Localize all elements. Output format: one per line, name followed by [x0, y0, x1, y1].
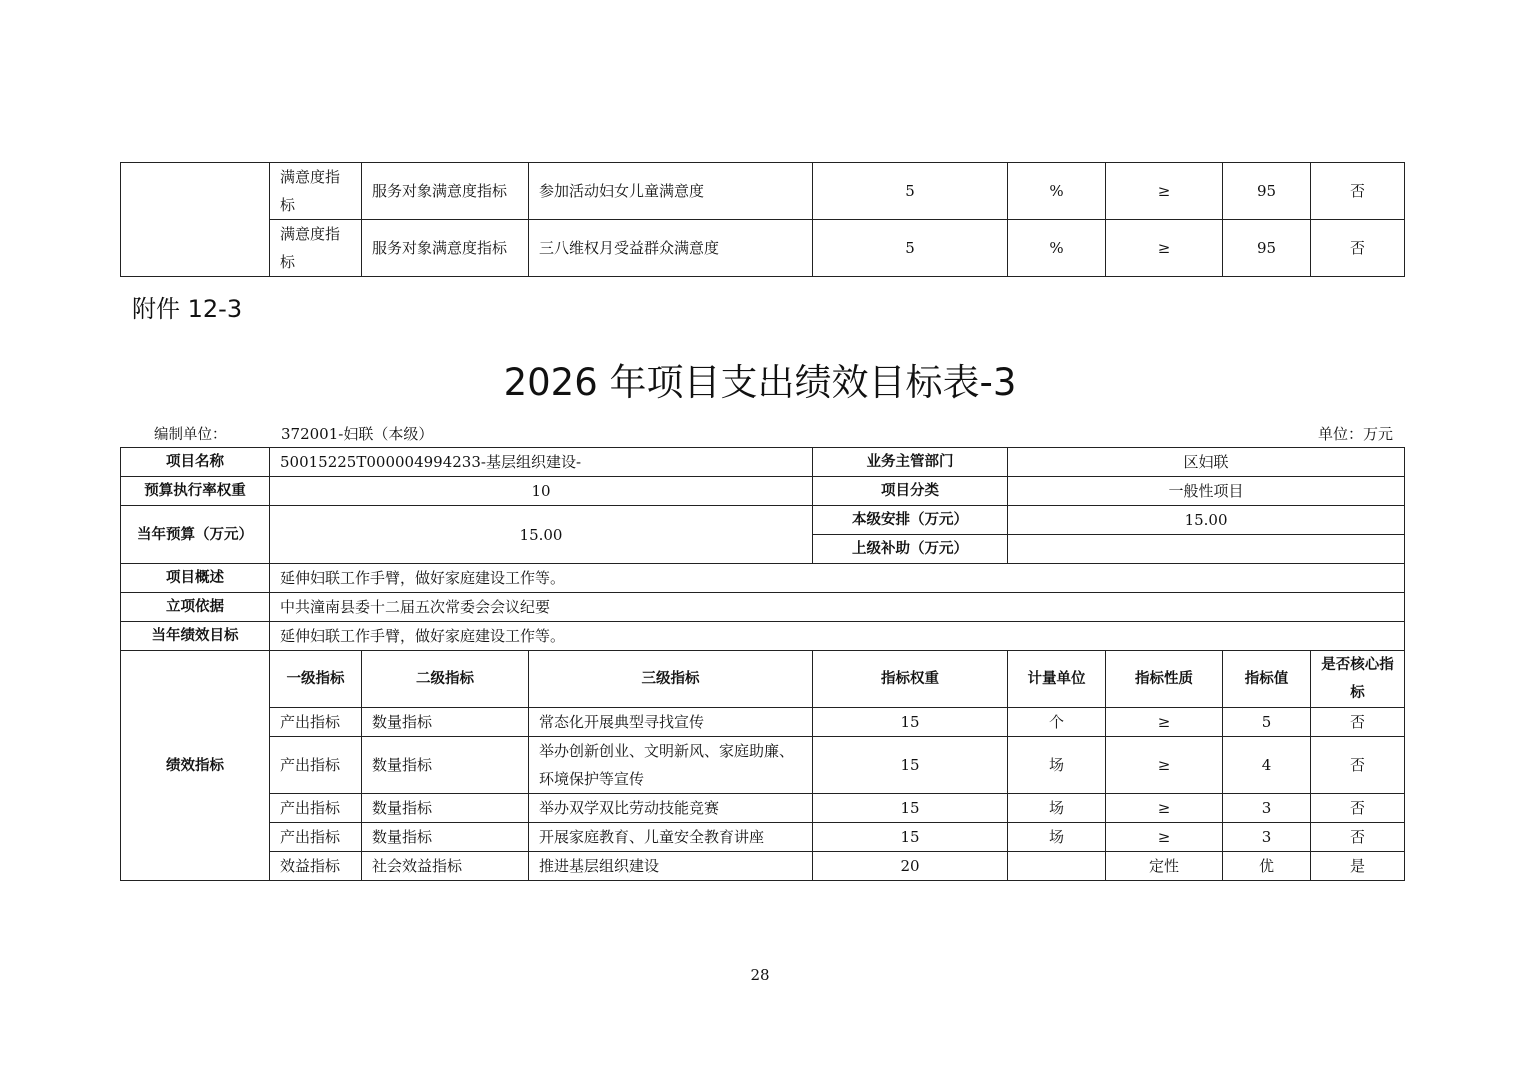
- level1-cell: 效益指标: [270, 852, 362, 881]
- level3-cell: 开展家庭教育、儿童安全教育讲座: [529, 823, 813, 852]
- indicators-label: 绩效指标: [121, 651, 270, 881]
- basis-label: 立项依据: [121, 593, 270, 622]
- basis-value: 中共潼南县委十二届五次常委会会议纪要: [270, 593, 1405, 622]
- local-label: 本级安排（万元）: [813, 506, 1008, 535]
- table-row: [121, 477, 1405, 506]
- unit-cell: 场: [1008, 737, 1106, 794]
- value-cell: 优: [1223, 852, 1311, 881]
- header-core: 是否核心指标: [1311, 651, 1405, 708]
- dept-value: 区妇联: [1008, 448, 1405, 477]
- overview-value: 延伸妇联工作手臂，做好家庭建设工作等。: [270, 564, 1405, 593]
- unit-cell: %: [1008, 163, 1106, 220]
- core-cell: 否: [1311, 220, 1405, 277]
- level3-cell: 举办双学双比劳动技能竞赛: [529, 794, 813, 823]
- continued-indicator-table: [120, 162, 1405, 277]
- level2-cell: 服务对象满意度指标: [362, 220, 529, 277]
- level1-cell: 满意度指标: [270, 163, 362, 220]
- weight-cell: 15: [813, 737, 1008, 794]
- weight-cell: 5: [813, 220, 1008, 277]
- page-number: 28: [750, 966, 770, 984]
- header-level1: 一级指标: [270, 651, 362, 708]
- weight-cell: 15: [813, 823, 1008, 852]
- money-unit: 单位：万元: [1317, 425, 1393, 443]
- superior-value: [1008, 535, 1405, 564]
- level3-cell: 举办创新创业、文明新风、家庭助廉、环境保护等宣传: [529, 737, 813, 794]
- empty-cell: [121, 163, 270, 277]
- org-value: 372001-妇联（本级）: [281, 425, 434, 443]
- table-row: [121, 448, 1405, 477]
- unit-cell: 个: [1008, 708, 1106, 737]
- level2-cell: 数量指标: [362, 737, 529, 794]
- nature-cell: ≥: [1106, 823, 1223, 852]
- core-cell: 否: [1311, 163, 1405, 220]
- level2-cell: 数量指标: [362, 823, 529, 852]
- unit-cell: 场: [1008, 823, 1106, 852]
- category-label: 项目分类: [813, 477, 1008, 506]
- exec-weight-label: 预算执行率权重: [121, 477, 270, 506]
- unit-cell: [1008, 852, 1106, 881]
- weight-cell: 15: [813, 708, 1008, 737]
- level3-cell: 推进基层组织建设: [529, 852, 813, 881]
- budget-label: 当年预算（万元）: [121, 506, 270, 564]
- nature-cell: ≥: [1106, 708, 1223, 737]
- level2-cell: 数量指标: [362, 708, 529, 737]
- weight-cell: 5: [813, 163, 1008, 220]
- table-row: [121, 794, 1405, 823]
- value-cell: 3: [1223, 794, 1311, 823]
- value-cell: 4: [1223, 737, 1311, 794]
- annex-label: 附件 12-3: [132, 295, 243, 323]
- category-value: 一般性项目: [1008, 477, 1405, 506]
- exec-weight-value: 10: [270, 477, 813, 506]
- header-nature: 指标性质: [1106, 651, 1223, 708]
- header-unit: 计量单位: [1008, 651, 1106, 708]
- table-row: [121, 564, 1405, 593]
- value-cell: 3: [1223, 823, 1311, 852]
- table-row: [121, 622, 1405, 651]
- table-row: [121, 163, 1405, 220]
- value-cell: 5: [1223, 708, 1311, 737]
- table-row: [121, 593, 1405, 622]
- table-row: [121, 220, 1405, 277]
- level1-cell: 产出指标: [270, 823, 362, 852]
- core-cell: 是: [1311, 852, 1405, 881]
- level1-cell: 产出指标: [270, 737, 362, 794]
- table-row: [121, 852, 1405, 881]
- nature-cell: ≥: [1106, 737, 1223, 794]
- table-row: [121, 708, 1405, 737]
- value-cell: 95: [1223, 163, 1311, 220]
- level3-cell: 参加活动妇女儿童满意度: [529, 163, 813, 220]
- value-cell: 95: [1223, 220, 1311, 277]
- org-label: 编制单位：: [154, 427, 227, 443]
- level3-cell: 常态化开展典型寻找宣传: [529, 708, 813, 737]
- level1-cell: 产出指标: [270, 794, 362, 823]
- level2-cell: 社会效益指标: [362, 852, 529, 881]
- level3-cell: 三八维权月受益群众满意度: [529, 220, 813, 277]
- table-row: [121, 823, 1405, 852]
- unit-cell: %: [1008, 220, 1106, 277]
- performance-target-table: [120, 447, 1405, 881]
- core-cell: 否: [1311, 708, 1405, 737]
- table-row: [121, 506, 1405, 535]
- header-weight: 指标权重: [813, 651, 1008, 708]
- goal-value: 延伸妇联工作手臂，做好家庭建设工作等。: [270, 622, 1405, 651]
- nature-cell: ≥: [1106, 794, 1223, 823]
- core-cell: 否: [1311, 794, 1405, 823]
- nature-cell: 定性: [1106, 852, 1223, 881]
- table-header-row: [121, 651, 1405, 708]
- level2-cell: 数量指标: [362, 794, 529, 823]
- superior-label: 上级补助（万元）: [813, 535, 1008, 564]
- project-name-label: 项目名称: [121, 448, 270, 477]
- header-value: 指标值: [1223, 651, 1311, 708]
- budget-value: 15.00: [270, 506, 813, 564]
- level1-cell: 满意度指标: [270, 220, 362, 277]
- overview-label: 项目概述: [121, 564, 270, 593]
- local-value: 15.00: [1008, 506, 1405, 535]
- header-level3: 三级指标: [529, 651, 813, 708]
- page-title: 2026 年项目支出绩效目标表-3: [503, 361, 1017, 404]
- weight-cell: 20: [813, 852, 1008, 881]
- goal-label: 当年绩效目标: [121, 622, 270, 651]
- weight-cell: 15: [813, 794, 1008, 823]
- core-cell: 否: [1311, 737, 1405, 794]
- header-level2: 二级指标: [362, 651, 529, 708]
- level2-cell: 服务对象满意度指标: [362, 163, 529, 220]
- project-name-value: 50015225T000004994233-基层组织建设-: [270, 448, 813, 477]
- nature-cell: ≥: [1106, 163, 1223, 220]
- core-cell: 否: [1311, 823, 1405, 852]
- unit-cell: 场: [1008, 794, 1106, 823]
- level1-cell: 产出指标: [270, 708, 362, 737]
- dept-label: 业务主管部门: [813, 448, 1008, 477]
- nature-cell: ≥: [1106, 220, 1223, 277]
- table-row: [121, 737, 1405, 794]
